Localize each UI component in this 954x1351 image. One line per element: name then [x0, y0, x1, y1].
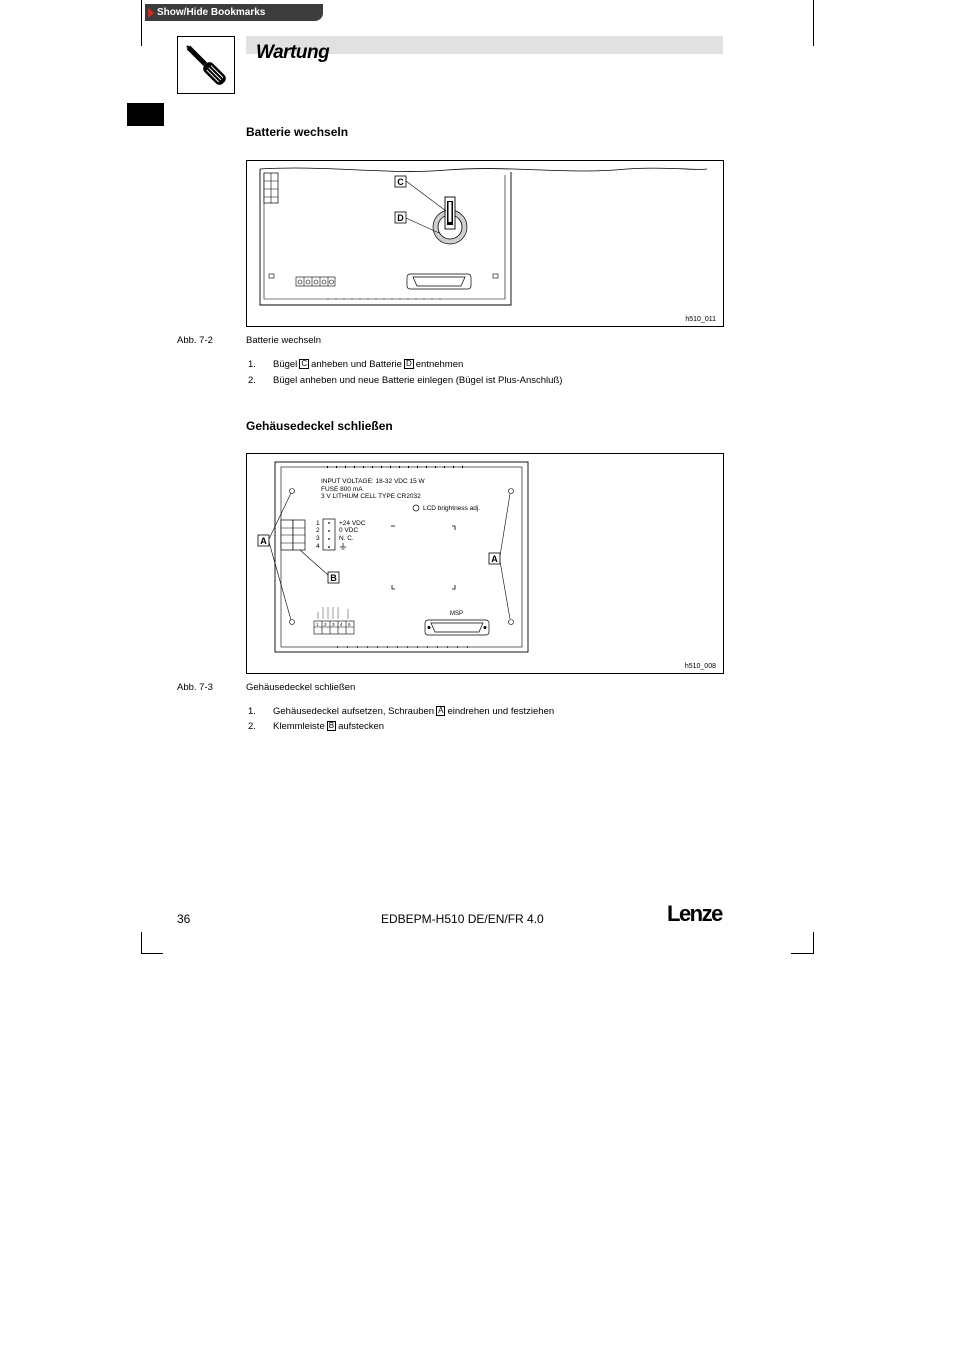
caption-text: Gehäusedeckel schließen	[246, 682, 356, 693]
chapter-tab	[127, 103, 164, 126]
battery-diagram	[247, 161, 723, 326]
callout-b: B	[330, 573, 337, 583]
fuse-label: FUSE 800 mA	[321, 486, 363, 493]
document-id: EDBEPM-H510 DE/EN/FR 4.0	[381, 912, 544, 926]
callout-ref-c: C	[301, 359, 308, 368]
terminal-pin-labels	[318, 607, 348, 619]
callout-a-right: A	[491, 554, 498, 564]
ground-icon	[340, 543, 346, 549]
callout-c: C	[397, 177, 404, 187]
bottom-pin-2: 2	[324, 622, 327, 627]
pin-3: 3	[316, 535, 320, 542]
play-arrow-icon	[148, 8, 154, 18]
crop-mark-bottom-right-v	[813, 932, 814, 954]
bottom-pin-3: 3	[332, 622, 335, 627]
callout-ref-a: A	[438, 706, 444, 715]
caption-number: Abb. 7-2	[177, 335, 213, 346]
step-text-part: aufstecken	[338, 721, 385, 732]
pin-4: 4	[316, 543, 320, 550]
sub-d-connector	[407, 274, 471, 289]
bottom-pin-1: 1	[316, 622, 319, 627]
bottom-pin-5: 5	[348, 622, 351, 627]
pin-label-nc: N. C.	[339, 535, 354, 542]
step-text-part: entnehmen	[415, 359, 464, 370]
bookmarks-label: Show/Hide Bookmarks	[157, 7, 266, 18]
lcd-brightness-label: LCD brightness adj.	[423, 505, 481, 512]
page-number: 36	[177, 912, 191, 926]
housing-diagram	[247, 454, 723, 673]
figure-code: h510_008	[684, 663, 716, 670]
callout-a-left: A	[260, 536, 267, 546]
figure-battery-change	[246, 160, 724, 327]
caption-number: Abb. 7-3	[177, 682, 213, 693]
step-text	[273, 706, 554, 717]
step-text-part: Bügel	[273, 359, 298, 370]
step-text-part: anheben und Batterie	[311, 359, 402, 370]
maintenance-icon-box	[177, 36, 235, 94]
pin-2: 2	[316, 527, 320, 534]
step-number: 1.	[248, 359, 256, 370]
step-text-part: Gehäusedeckel aufsetzen, Schrauben	[273, 706, 435, 717]
terminal-block	[296, 277, 335, 286]
callout-ref-b: B	[328, 721, 335, 730]
msp-label: MSP	[450, 611, 464, 617]
page-title: Wartung	[256, 42, 330, 63]
step-number: 1.	[248, 706, 256, 717]
crop-mark-bottom-left-v	[141, 932, 142, 954]
crop-mark-top-left	[141, 0, 142, 46]
section-heading-battery: Batterie wechseln	[246, 125, 349, 139]
pin-label-0vdc: 0 VDC	[339, 527, 359, 534]
show-hide-bookmarks-button[interactable]	[145, 4, 323, 21]
screwdriver-icon	[178, 37, 234, 93]
pin-label-24vdc: +24 VDC	[339, 520, 366, 527]
caption-text: Batterie wechseln	[246, 335, 321, 346]
display-corner-marks	[391, 526, 455, 589]
section-heading-close-housing: Gehäusedeckel schließen	[246, 419, 393, 433]
step-number: 2.	[248, 721, 256, 732]
battery-holder	[433, 197, 467, 244]
step-text-part: Klemmleiste	[273, 721, 325, 732]
pin-1: 1	[316, 520, 320, 527]
figure-code: h510_011	[685, 316, 716, 323]
lenze-logo: Lenze	[667, 901, 722, 926]
figure-close-housing	[246, 453, 724, 674]
step-text	[273, 359, 463, 370]
lithium-cell-label: 3 V LITHIUM CELL TYPE CR2032	[321, 493, 421, 500]
input-voltage-label: INPUT VOLTAGE: 18-32 VDC 15 W	[321, 478, 425, 485]
callout-d: D	[397, 213, 404, 223]
msp-connector	[425, 620, 489, 635]
crop-mark-bottom-left-h	[141, 953, 163, 954]
step-text: Bügel anheben und neue Batterie einlegen (Bügel ist Plus-Anschluß)	[273, 375, 563, 386]
step-text	[273, 721, 384, 732]
callout-ref-d: D	[405, 359, 412, 368]
crop-mark-bottom-right-h	[791, 953, 814, 954]
crop-mark-top-right	[813, 0, 814, 46]
step-number: 2.	[248, 375, 256, 386]
step-text-part: eindrehen und festziehen	[447, 706, 555, 717]
bottom-pin-4: 4	[340, 622, 343, 627]
